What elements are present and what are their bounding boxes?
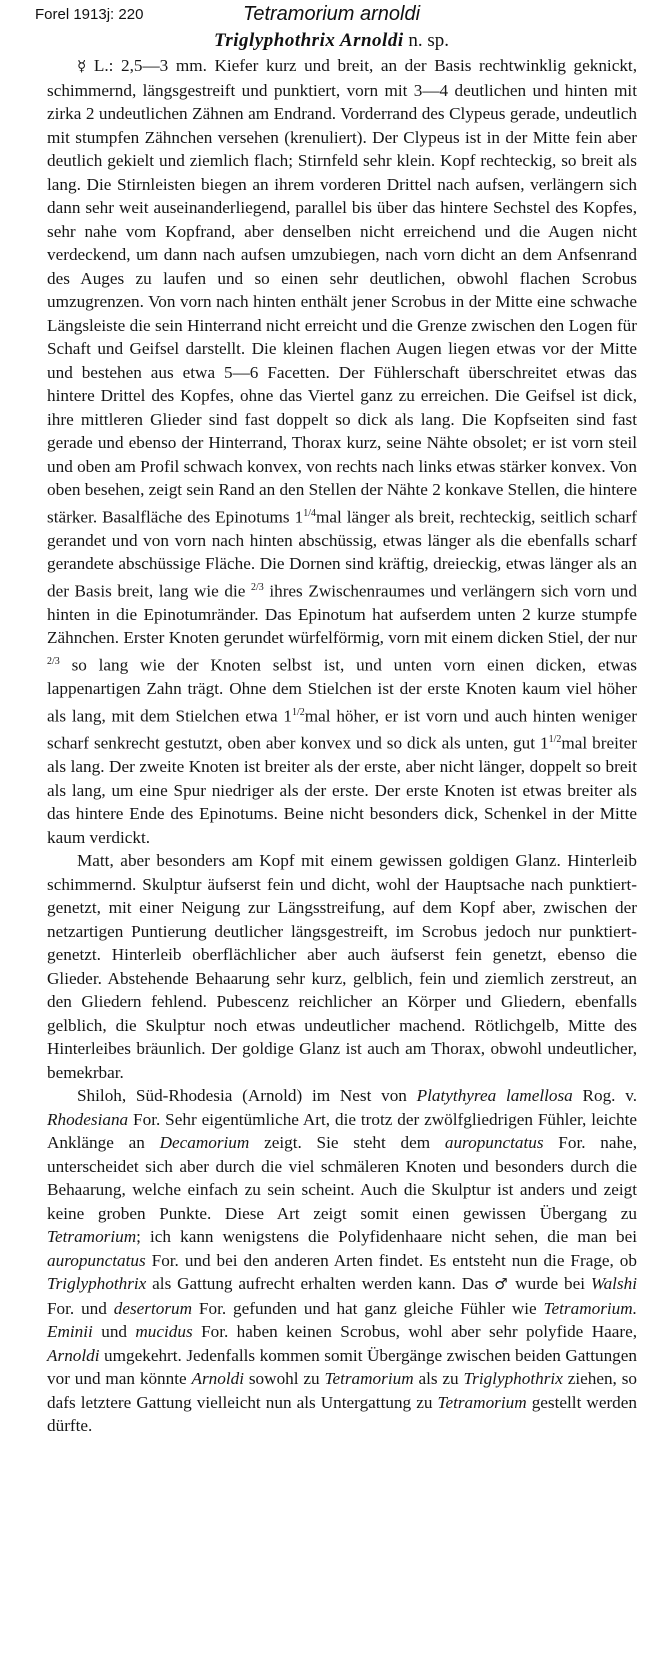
paragraph-locality <box>47 1084 637 1438</box>
text-run: For. nahe, unterscheidet sich aber durch die viel schmäleren Knoten und besonders durch die Behaarung, welche einfach zu sein scheint. Auch die Skulptur ist anders und zeigt keine groben Punkte. Diese Art zeigt somit einen gewissen Übergang zu <box>47 1133 638 1223</box>
paragraph-sculpture: Matt, aber besonders am Kopf mit einem gewissen goldigen Glanz. Hinterleib schimmernd. Skulptur äufserst fein und dicht, wohl der Hauptsache nach punktiert-genetzt, mit einer Neigung zur Längsstreifung, auf dem Kopf aber, zwischen der netzartigen Puntierung deutlicher längsgestreift, im Scrobus jedoch nur punktiert-genetzt. Hinterleib oberflächlicher aber auch äufserst fein genetzt, ebenso die Glieder. Abstehende Behaarung sehr kurz, gelblich, fein und ziemlich zerstreut, an den Gliedern fehlend. Pubescenz reichlicher an Körper und Gliedern, ebenfalls gelblich, die Skulptur noch etwas undeutlicher machend. Rötlichgelb, Mitte des Hinterleibes bräunlich. Der goldige Glanz ist auch am Thorax, obwohl undeutlicher, bemekrbar. <box>47 851 637 1082</box>
text-run: ziehen, so dafs letztere Gattung vielleicht nun als Untergattung zu <box>47 1369 637 1412</box>
text-run: ihres Zwischenraumes und verlängern sich vorn und hinten in die Epinotumränder. Das Epinotum hat aufserdem unten 2 kurze stumpfe Zähnchen. Erster Knoten gerundet würfelförmig, vorn mit einem dicken Stiel, der nur <box>47 581 637 648</box>
text-run: zeigt. Sie steht dem <box>249 1133 445 1153</box>
text-run: For. und <box>47 1298 114 1318</box>
text-run: mal breiter als lang. Der zweite Knoten ist breiter als der erste, aber nicht länger, doppelt so breit als lang, um eine Spur niedriger als der erste. Der erste Knoten ist etwas breiter als das hintere Ende des Epinotums. Beine nicht besonders dick, Schenkel in der Mitte kaum verdickt. <box>47 733 637 847</box>
fraction: 1/2 <box>548 733 562 745</box>
text-run: gestellt werden dürfte. <box>47 1392 637 1436</box>
page-header <box>0 0 663 30</box>
paragraph-description <box>47 54 637 849</box>
taxon-name: Arnoldi <box>191 1369 245 1389</box>
text-run: mal länger als breit, rechteckig, seitlich scharf gerandet und von vorn nach hinten abschüssig, etwas länger als die ebenfalls scharf gerandete abschüssige Fläche. Die Dornen sind kräftig, dreieckig, etwas länger als an der Basis breit, lang wie die <box>47 507 637 601</box>
text-run: wurde bei <box>509 1274 591 1294</box>
text-run: For. und bei den anderen Arten findet. Es entsteht nun die Frage, ob <box>145 1250 637 1270</box>
taxon-name: auropunctatus <box>444 1133 544 1153</box>
text-run: mal höher, er ist vorn und auch hinten weniger scharf senkrecht gestutzt, oben aber konvex und so dick als unten, gut 1 <box>47 706 637 753</box>
text-run: als zu <box>413 1369 464 1389</box>
male-symbol-icon: ♂ <box>494 1275 510 1294</box>
text-run: so lang wie der Knoten selbst ist, und unten vorn einen dicken, etwas lappenartigen Zahn trägt. Ohne dem Stielchen ist der erste Knoten kaum viel höher als lang, mit dem Stielchen etwa 1 <box>47 655 637 726</box>
taxon-name: Rhodesiana <box>47 1109 129 1129</box>
text-run: als Gattung aufrecht erhalten werden kann. Das <box>146 1274 495 1294</box>
taxon-name: Walshi <box>590 1274 637 1294</box>
fraction: 2/3 <box>47 655 60 667</box>
worker-symbol-icon: ☿ <box>77 57 87 75</box>
text-run: Rog. v. <box>572 1086 637 1106</box>
text-run: For. gefunden und hat ganz gleiche Fühler wie <box>192 1298 544 1318</box>
taxon-name: Triglyphothrix <box>47 1274 147 1294</box>
text-run: und <box>92 1322 136 1342</box>
text-run: For. haben keinen Scrobus, wohl aber sehr polyfide Haare, <box>192 1322 638 1342</box>
taxon-name: mucidus <box>135 1322 193 1342</box>
text-run: ; ich kann wenigstens die Polyfidenhaare nicht sehen, die man bei <box>136 1227 637 1247</box>
text-run: sowohl zu <box>244 1369 325 1389</box>
species-name: Triglyphothrix Arnoldi <box>213 30 404 51</box>
running-title: Tetramorium arnoldi <box>242 3 421 25</box>
species-heading <box>0 30 663 52</box>
text-run: L.: 2,5—3 mm. Kiefer kurz und breit, an der Basis rechtwinklig geknickt, schimmernd, längsgestreift und punktiert, vorn mit 3—4 deutlichen und hinten mit zirka 2 undeutlichen Zähnen am Endrand. Vorderrand des Clypeus gerade, undeutlich mit stumpfen Zähnchen versehen (krenuliert). Der Clypeus ist in der Mitte fein aber deutlich gekielt und ziemlich flach; Stirnfeld sehr klein. Kopf rechteckig, so breit als lang. Die Stirnleisten biegen an ihrem vorderen Drittel nach aufsen, verlängern sich dann sehr weit auseinanderliegend, parallel bis über das hintere Sechstel des Kopfes, sehr nahe vom Kopfrand, aber denselben nicht erreichend und die Augen nicht verdeckend, um dann nach aufsen umzubiegen, nach vorn dicht an dem Anfsenrand des Auges zu laufen und so einen sehr deutlichen, obwohl flachen Scrobus umzugrenzen. Von vorn nach hinten enthält jener Scrobus in der Mitte eine schwache Längsleiste die sein Hinterrand nicht erreicht und die Grenze zwischen den Logen für Schaft und Geifsel darstellt. Die kleinen flachen Augen liegen etwas vor der Mitte und bestehen aus etwa 5—6 Facetten. Der Fühlerschaft überschreitet etwas das hintere Drittel des Kopfes, ohne das Viertel ganz zu erreichen. Die Geifsel ist dick, ihre mittleren Glieder sind fast doppelt so dick als lang. Die Kopfseiten sind fast gerade und ebenso der Hinterrand, Thorax kurz, seine Nähte obsolet; er ist vorn steil und oben am Profil schwach konvex, von rechts nach links etwas stärker konvex. Von oben besehen, zeigt sein Rand an den Stellen der Nähte 2 konkave Stellen, die hintere stärker. Basalfläche des Epinotums 1 <box>47 56 637 527</box>
taxon-name: desertorum <box>113 1298 193 1318</box>
fraction: 2/3 <box>250 581 264 593</box>
taxon-name: Tetramorium <box>437 1392 527 1412</box>
fraction: 1/2 <box>292 706 305 718</box>
document-body <box>47 54 637 1438</box>
taxon-name: Tetramorium <box>324 1369 414 1389</box>
text-run: umgekehrt. Jedenfalls kommen somit Übergänge zwischen beiden Gattungen vor und man könnte <box>47 1345 637 1389</box>
text-run: Shiloh, Süd-Rhodesia (Arnold) im Nest von <box>77 1086 417 1106</box>
taxon-name: Triglyphothrix <box>463 1369 563 1389</box>
taxon-name: Decamorium <box>159 1133 250 1153</box>
taxon-name: Tetramorium <box>47 1227 137 1247</box>
taxon-name: Platythyrea lamellosa <box>416 1086 573 1106</box>
text-run: For. Sehr eigentümliche Art, die trotz der zwölfgliedrigen Fühler, leichte Anklänge an <box>47 1109 637 1153</box>
citation: Forel 1913j: 220 <box>35 6 144 23</box>
fraction: 1/4 <box>303 507 316 519</box>
taxon-name: Tetramorium. Eminii <box>47 1298 637 1342</box>
taxon-name: auropunctatus <box>47 1250 146 1270</box>
new-species-label: n. sp. <box>408 30 449 51</box>
taxon-name: Arnoldi <box>47 1345 100 1365</box>
